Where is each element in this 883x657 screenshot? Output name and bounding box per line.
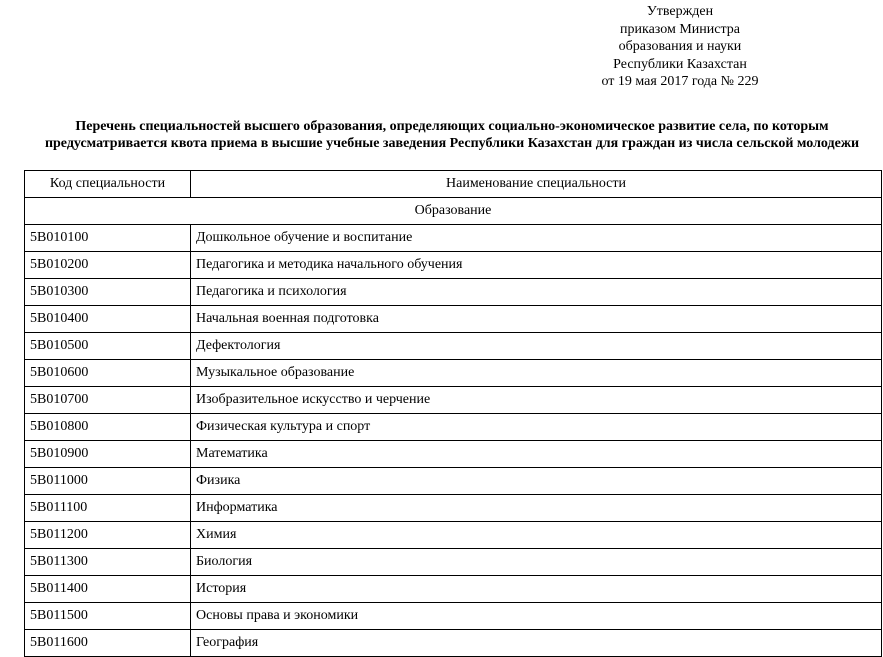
specialty-name: История [191, 576, 882, 603]
specialty-code: 5В011200 [25, 522, 191, 549]
table-row [25, 360, 882, 387]
table-row [25, 333, 882, 360]
table-row [25, 279, 882, 306]
table-row [25, 549, 882, 576]
table-row [25, 576, 882, 603]
specialties-table [24, 170, 882, 657]
specialty-name: Изобразительное искусство и черчение [191, 387, 882, 414]
specialty-name: Биология [191, 549, 882, 576]
section-title: Образование [25, 198, 882, 225]
specialty-code: 5В010300 [25, 279, 191, 306]
table-row [25, 441, 882, 468]
specialty-code: 5В010500 [25, 333, 191, 360]
approval-line: образования и науки [618, 39, 742, 54]
specialty-code: 5В010700 [25, 387, 191, 414]
specialty-code: 5В011500 [25, 603, 191, 630]
section-row [25, 198, 882, 225]
specialty-code: 5В011100 [25, 495, 191, 522]
specialty-name: Химия [191, 522, 882, 549]
specialty-code: 5В010900 [25, 441, 191, 468]
table-row [25, 306, 882, 333]
specialty-code: 5В010200 [25, 252, 191, 279]
table-body [25, 198, 882, 657]
table-row [25, 225, 882, 252]
specialty-name: Дефектология [191, 333, 882, 360]
specialty-name: Педагогика и методика начального обучения [191, 252, 882, 279]
approval-stamp [540, 3, 820, 91]
approval-line: приказом Министра [620, 21, 740, 37]
approval-line: от 19 мая 2017 года № 229 [601, 74, 759, 89]
specialty-name: Музыкальное образование [191, 360, 882, 387]
specialty-code: 5В010100 [25, 225, 191, 252]
approval-line: Республики Казахстан [613, 56, 747, 72]
specialty-code: 5В011300 [25, 549, 191, 576]
specialty-code: 5В011600 [25, 630, 191, 657]
specialty-name: Педагогика и психология [191, 279, 882, 306]
specialty-code: 5В010600 [25, 360, 191, 387]
specialty-name: Физика [191, 468, 882, 495]
specialty-name: Информатика [191, 495, 882, 522]
document-title: Перечень специальностей высшего образования, определяющих социально-экономическое развитие села, по которым предусматривается квота приема в высшие учебные заведения Республики Казахстан для граждан из числа сельской молодежи [44, 119, 860, 151]
table-row [25, 495, 882, 522]
table-row [25, 603, 882, 630]
header-code: Код специальности [25, 171, 191, 198]
table-row [25, 387, 882, 414]
table-row [25, 522, 882, 549]
table-row [25, 414, 882, 441]
header-name: Наименование специальности [191, 171, 882, 198]
specialty-name: Начальная военная подготовка [191, 306, 882, 333]
table-header-row [25, 171, 882, 198]
specialty-name: География [191, 630, 882, 657]
specialty-code: 5В011400 [25, 576, 191, 603]
specialty-name: Основы права и экономики [191, 603, 882, 630]
specialty-code: 5В011000 [25, 468, 191, 495]
specialty-code: 5В010800 [25, 414, 191, 441]
specialty-name: Дошкольное обучение и воспитание [191, 225, 882, 252]
specialty-name: Физическая культура и спорт [191, 414, 882, 441]
specialty-name: Математика [191, 441, 882, 468]
table-row [25, 630, 882, 657]
table-row [25, 468, 882, 495]
approval-line: Утвержден [646, 4, 714, 19]
specialty-code: 5В010400 [25, 306, 191, 333]
table-row [25, 252, 882, 279]
